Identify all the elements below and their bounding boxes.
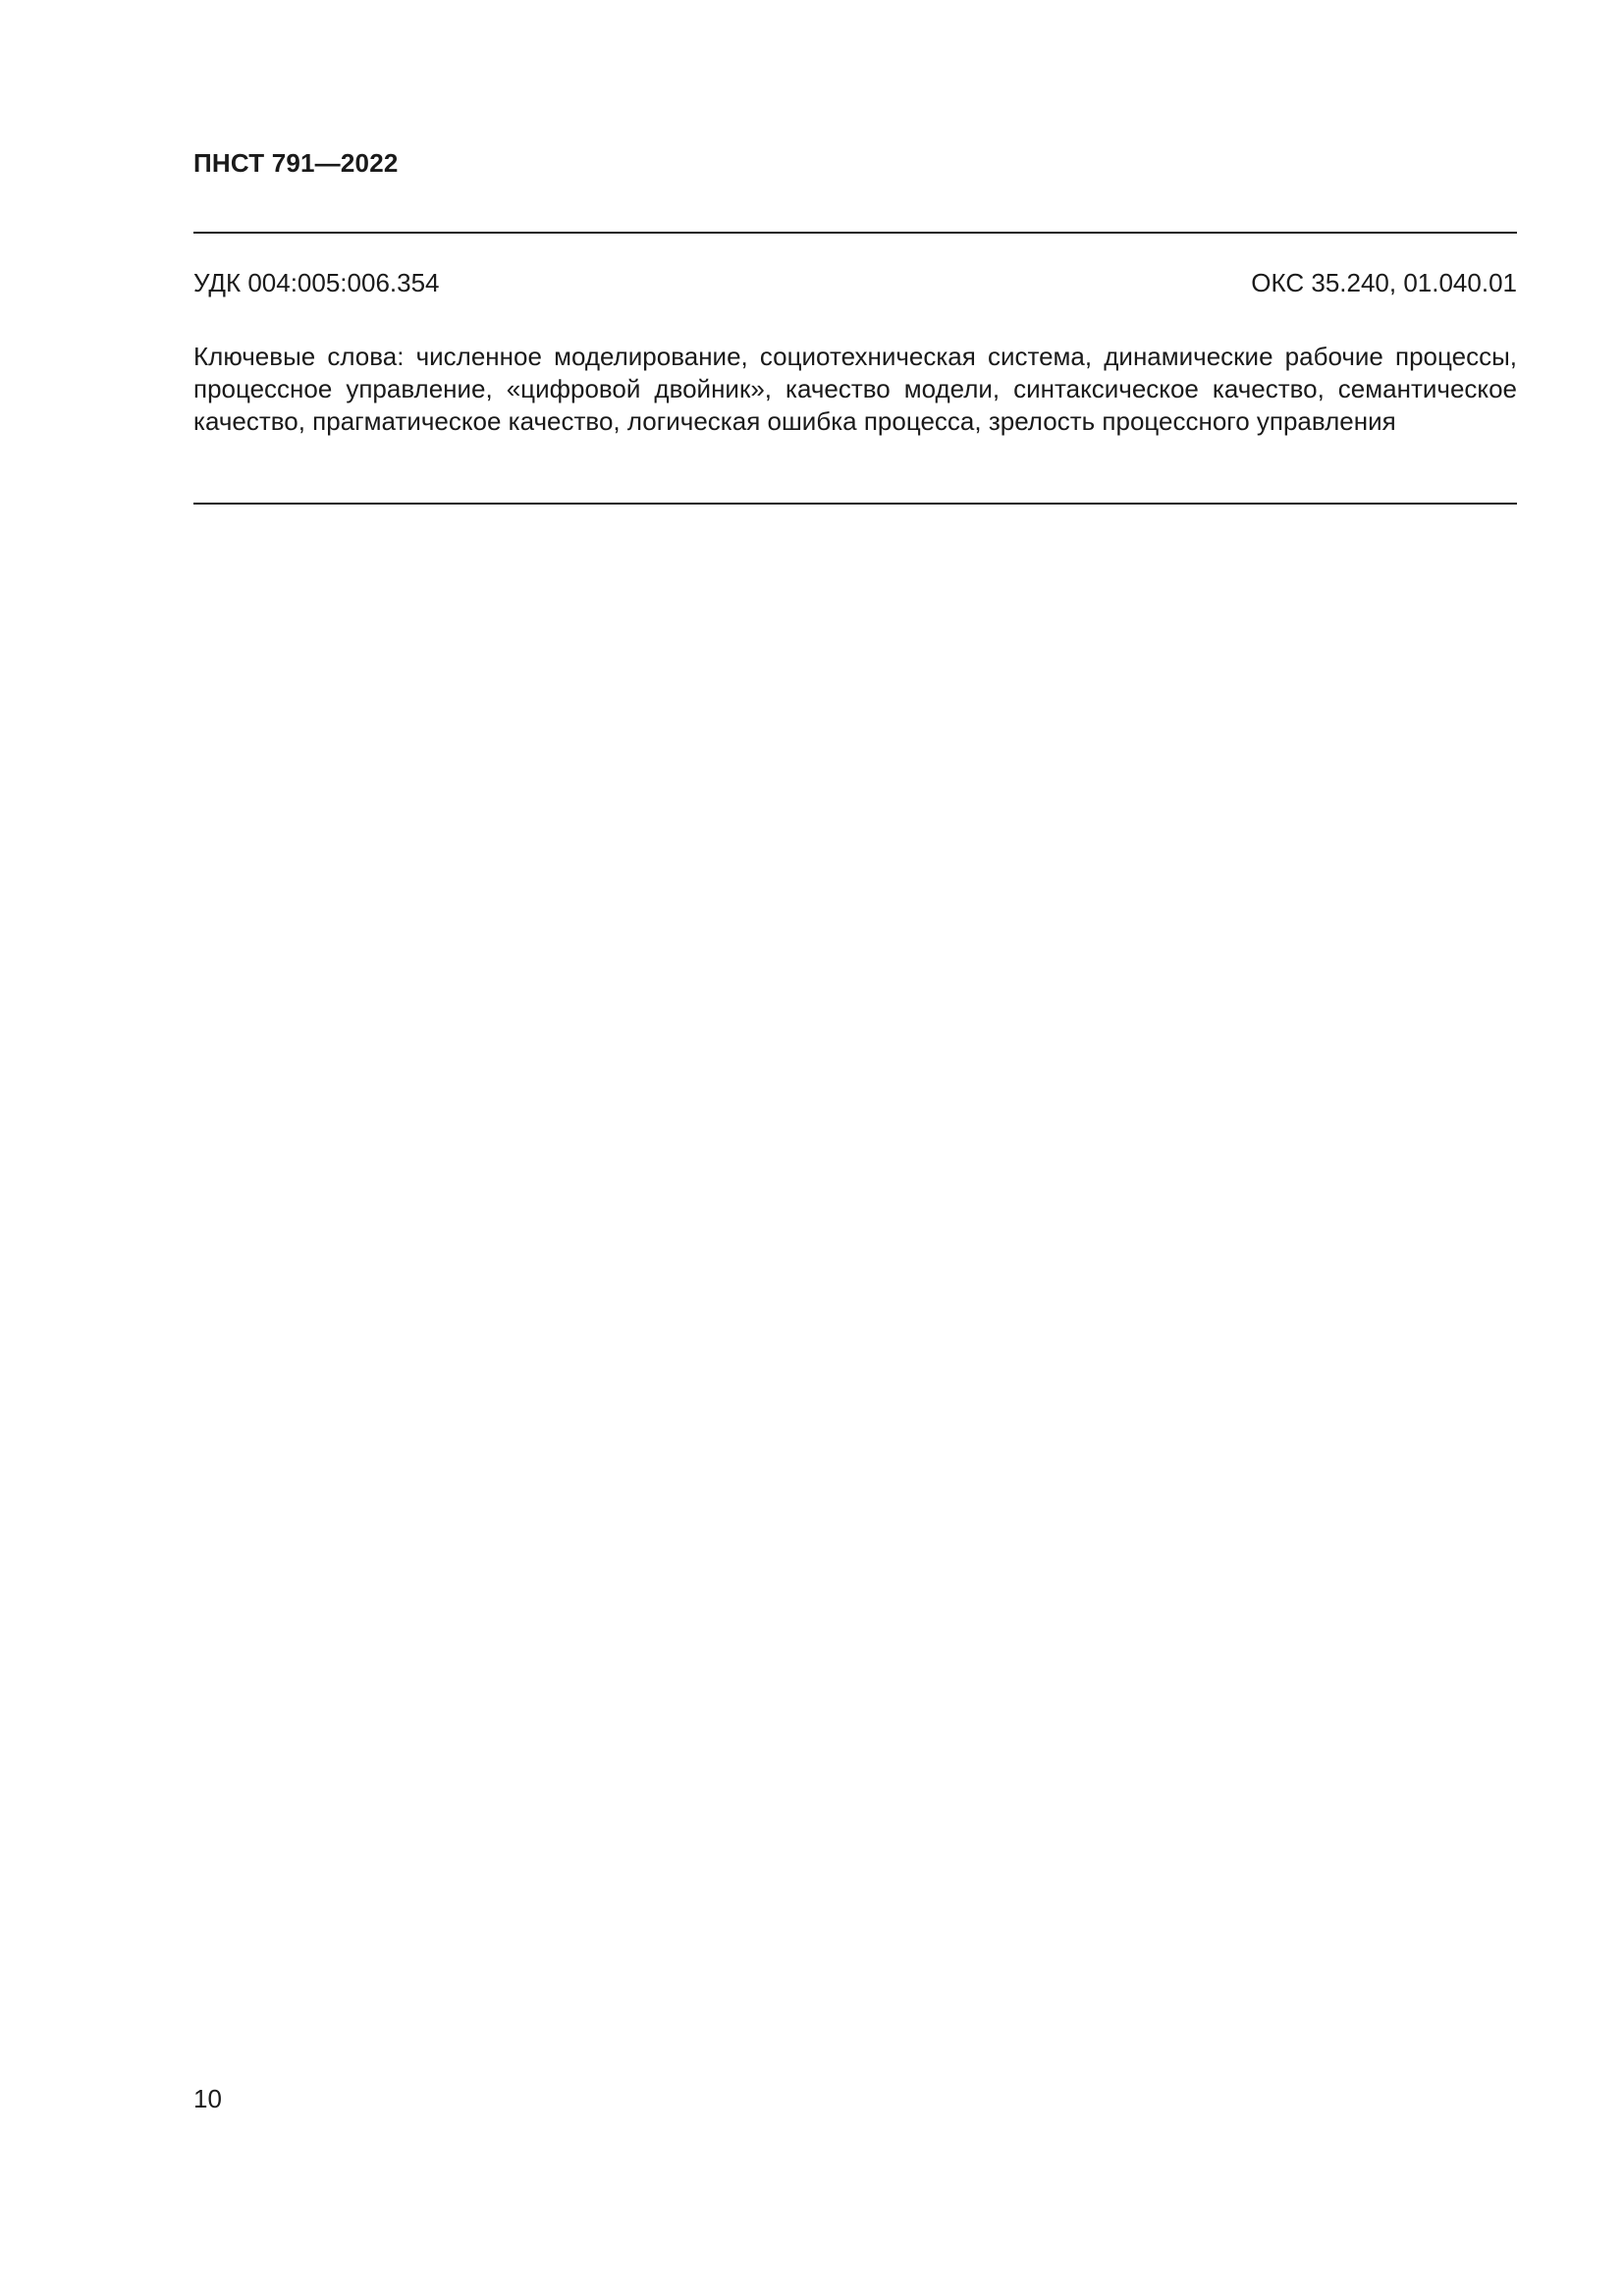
top-divider xyxy=(193,232,1517,234)
classification-row xyxy=(193,267,1517,298)
oks-code: ОКС 35.240, 01.040.01 xyxy=(1251,268,1517,297)
bottom-divider xyxy=(193,503,1517,505)
page-number: 10 xyxy=(193,2084,222,2113)
udk-code: УДК 004:005:006.354 xyxy=(193,268,440,297)
keywords-paragraph: Ключевые слова: численное моделирование, социотехническая система, динамические рабочие процессы, процессное управление, «цифровой двойник», качество модели, синтаксическое качество, семантическое качество, прагматическое качество, логическая ошибка процесса, зрелость процессного управления xyxy=(193,342,1517,436)
document-number: ПНСТ 791—2022 xyxy=(193,148,399,178)
